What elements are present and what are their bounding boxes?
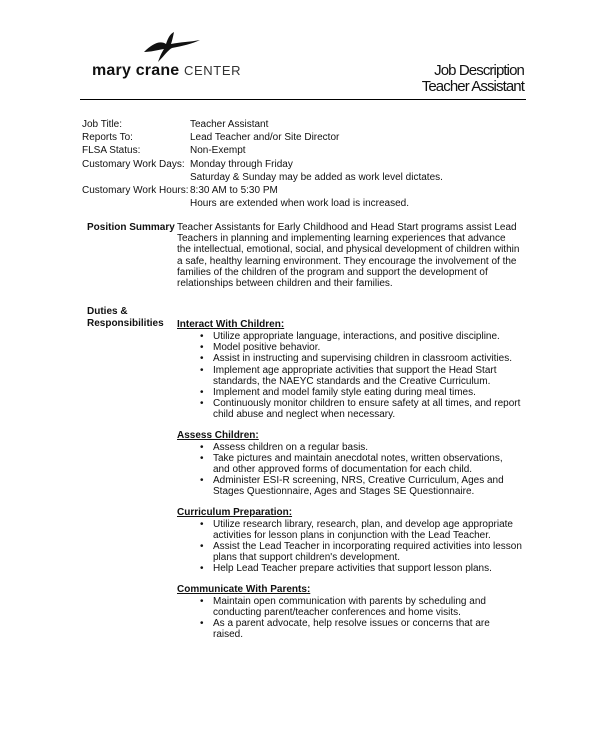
duty-heading-text: Curriculum Preparation	[177, 506, 289, 518]
duty-group-heading: Assess Children:	[177, 429, 259, 441]
list-item-text: Maintain open communication with parents by scheduling and conducting parent/teacher conferences and home visits.	[213, 595, 486, 618]
duties-label: Duties & Responsibilities	[87, 306, 164, 329]
duty-list	[177, 331, 522, 421]
list-item: • Take pictures and maintain anecdotal notes, written observations, and other approved forms of documentation for each child.	[200, 452, 503, 476]
field-row	[82, 171, 443, 184]
field-label: Reports To:	[82, 132, 133, 144]
duties-body	[177, 319, 522, 649]
duty-heading-text: Interact With Children	[177, 319, 281, 330]
field-label: Job Title:	[82, 119, 123, 130]
logo-brand-bold: mary crane	[92, 62, 180, 79]
field-label	[82, 197, 190, 210]
list-item: • Utilize research library, research, plan, and develop age appropriate activities for lesson plans in conjunction with the Lead Teacher.	[200, 518, 513, 541]
field-value: 8:30 AM to 5:30 PM	[190, 185, 278, 197]
duty-list	[177, 442, 522, 498]
field-row	[82, 158, 443, 171]
list-item-text: Assist in instructing and supervising children in classroom activities.	[213, 353, 513, 365]
list-item: • As a parent advocate, help resolve issues or concerns that are raised.	[200, 618, 490, 641]
list-item-text: Utilize appropriate language, interactions, and positive discipline.	[213, 331, 500, 342]
list-item-text: As a parent advocate, help resolve issues or concerns that are raised.	[213, 618, 490, 641]
field-label: Customary Work Days:	[82, 158, 185, 170]
field-row	[82, 118, 443, 131]
list-item-text: Assist the Lead Teacher in incorporating required activities into lesson plans that support children's development.	[213, 541, 522, 564]
list-item: • Utilize appropriate language, interactions, and positive discipline.	[200, 331, 500, 342]
field-value: Monday through Friday	[190, 158, 293, 170]
field-row	[82, 144, 443, 157]
list-item-text: Assess children on a regular basis.	[213, 441, 369, 453]
list-item: • Maintain open communication with parents by scheduling and conducting parent/teacher conferences and home visits.	[200, 595, 486, 618]
job-fields	[82, 118, 443, 210]
field-label: FLSA Status:	[82, 145, 141, 157]
header-divider	[80, 99, 526, 100]
list-item: • Continuously monitor children to ensure safety at all times, and report child abuse and neglect when necessary.	[200, 398, 521, 421]
list-item: • Model positive behavior.	[200, 342, 321, 354]
list-item: • Assist in instructing and supervising children in classroom activities.	[200, 353, 513, 365]
list-item: • Assess children on a regular basis.	[200, 441, 369, 453]
position-summary-text: Teacher Assistants for Early Childhood and Head Start programs assist Lead Teachers in planning and implementing learning experiences that advance the intellectual, emotional, social, and physical development of children within a safe, healthy learning environment. They encourage the involvement of the families of the children of the program and support the development of relationships between children and their families.	[177, 222, 520, 290]
logo-brand-light: CENTER	[184, 63, 242, 78]
field-row	[82, 197, 443, 210]
list-item: • Assist the Lead Teacher in incorporating required activities into lesson plans that support children's development.	[200, 541, 522, 564]
field-value: Lead Teacher and/or Site Director	[190, 132, 340, 144]
position-summary-label: Position Summary	[87, 222, 175, 233]
duty-group-heading: Communicate With Parents:	[177, 583, 311, 595]
field-label	[82, 171, 190, 184]
list-item: • Help Lead Teacher prepare activities that support lesson plans.	[200, 563, 492, 575]
list-item-text: Implement and model family style eating during meal times.	[213, 387, 476, 399]
list-item: • Administer ESI-R screening, NRS, Creative Curriculum, Ages and Stages Questionnaire, Ages and Stages SE Questionnaire.	[200, 475, 504, 498]
list-item-text: Administer ESI-R screening, NRS, Creative Curriculum, Ages and Stages Questionnaire, Ages and Stages SE Questionnaire.	[213, 475, 504, 498]
field-label: Customary Work Hours:	[82, 185, 189, 197]
field-row	[82, 184, 443, 197]
list-item: • Implement and model family style eating during meal times.	[200, 387, 476, 399]
duty-heading-text: Assess Children	[177, 429, 256, 441]
duty-group-heading: Interact With Children:	[177, 319, 285, 330]
field-value: Saturday & Sunday may be added as work level dictates.	[190, 171, 443, 183]
list-item: • Implement age appropriate activities that support the Head Start standards, the NAEYC standards and the Creative Curriculum.	[200, 364, 497, 387]
duty-group-heading: Curriculum Preparation:	[177, 506, 293, 518]
field-value: Teacher Assistant	[190, 119, 269, 130]
field-value: Hours are extended when work load is increased.	[190, 198, 410, 210]
field-row	[82, 131, 443, 144]
title-line-2: Teacher Assistant	[421, 78, 524, 95]
list-item-text: Help Lead Teacher prepare activities that support lesson plans.	[213, 563, 492, 575]
list-item-text: Utilize research library, research, plan, and develop age appropriate activities for lesson plans in conjunction with the Lead Teacher.	[213, 518, 513, 541]
title-line-1: Job Description	[434, 62, 524, 79]
list-item-text: Continuously monitor children to ensure safety at all times, and report child abuse and neglect when necessary.	[213, 398, 521, 421]
list-item-text: Implement age appropriate activities that support the Head Start standards, the NAEYC standards and the Creative Curriculum.	[213, 364, 497, 387]
duty-list	[177, 596, 522, 641]
document-title	[422, 63, 524, 95]
field-value: Non-Exempt	[190, 145, 246, 157]
list-item-text: Model positive behavior.	[213, 342, 321, 354]
logo-wordmark	[92, 62, 241, 80]
crane-bird-icon	[142, 32, 202, 64]
duty-list	[177, 519, 522, 575]
mary-crane-logo	[92, 32, 252, 82]
list-item-text: Take pictures and maintain anecdotal notes, written observations, and other approved forms of documentation for each child.	[213, 452, 503, 476]
duty-heading-text: Communicate With Parents	[177, 583, 307, 595]
